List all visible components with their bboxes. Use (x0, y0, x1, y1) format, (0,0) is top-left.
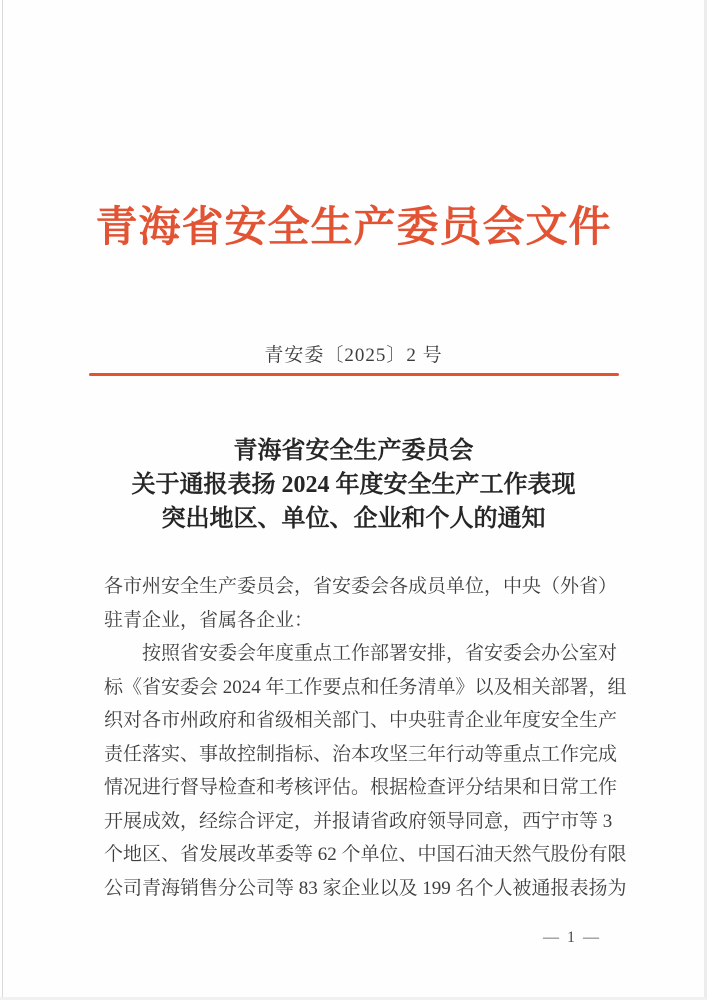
doc-title-line: 关于通报表扬 2024 年度安全生产工作表现 (131, 472, 576, 498)
body-line: 情况进行督导检查和考核评估。根据检查评分结果和日常工作 (104, 777, 618, 798)
doc-title-line: 突出地区、单位、企业和个人的通知 (161, 506, 546, 532)
body-line: 责任落实、事故控制指标、治本攻坚三年行动等重点工作完成 (104, 743, 618, 765)
body-line: 标《省安委会 2024 年工作要点和任务清单》以及相关部署，组 (104, 676, 627, 698)
body-line: 公司青海销售分公司等 83 家企业以及 199 名个人被通报表扬为 (104, 877, 627, 899)
red-header-title: 青海省安全生产委员会文件 (95, 205, 612, 251)
body-line: 个地区、省发展改革委等 62 个单位、中国石油天然气股份有限 (104, 844, 627, 865)
body-text (104, 570, 627, 905)
red-divider (89, 373, 619, 376)
doc-number: 青安委〔2025〕2 号 (264, 345, 443, 366)
doc-title (0, 434, 707, 536)
body-line: 驻青企业，省属各企业： (104, 609, 314, 631)
body-line: 各市州安全生产委员会，省安委会各成员单位，中央（外省） (104, 576, 618, 597)
page-number: — 1 — (543, 929, 601, 946)
doc-title-line: 青海省安全生产委员会 (233, 438, 474, 464)
body-line: 开展成效，经综合评定，并报请省政府领导同意，西宁市等 3 (104, 810, 613, 832)
body-line: 织对各市州政府和省级相关部门、中央驻青企业年度安全生产 (104, 710, 618, 731)
body-line: 按照省安委会年度重点工作部署安排，省安委会办公室对 (104, 643, 618, 664)
